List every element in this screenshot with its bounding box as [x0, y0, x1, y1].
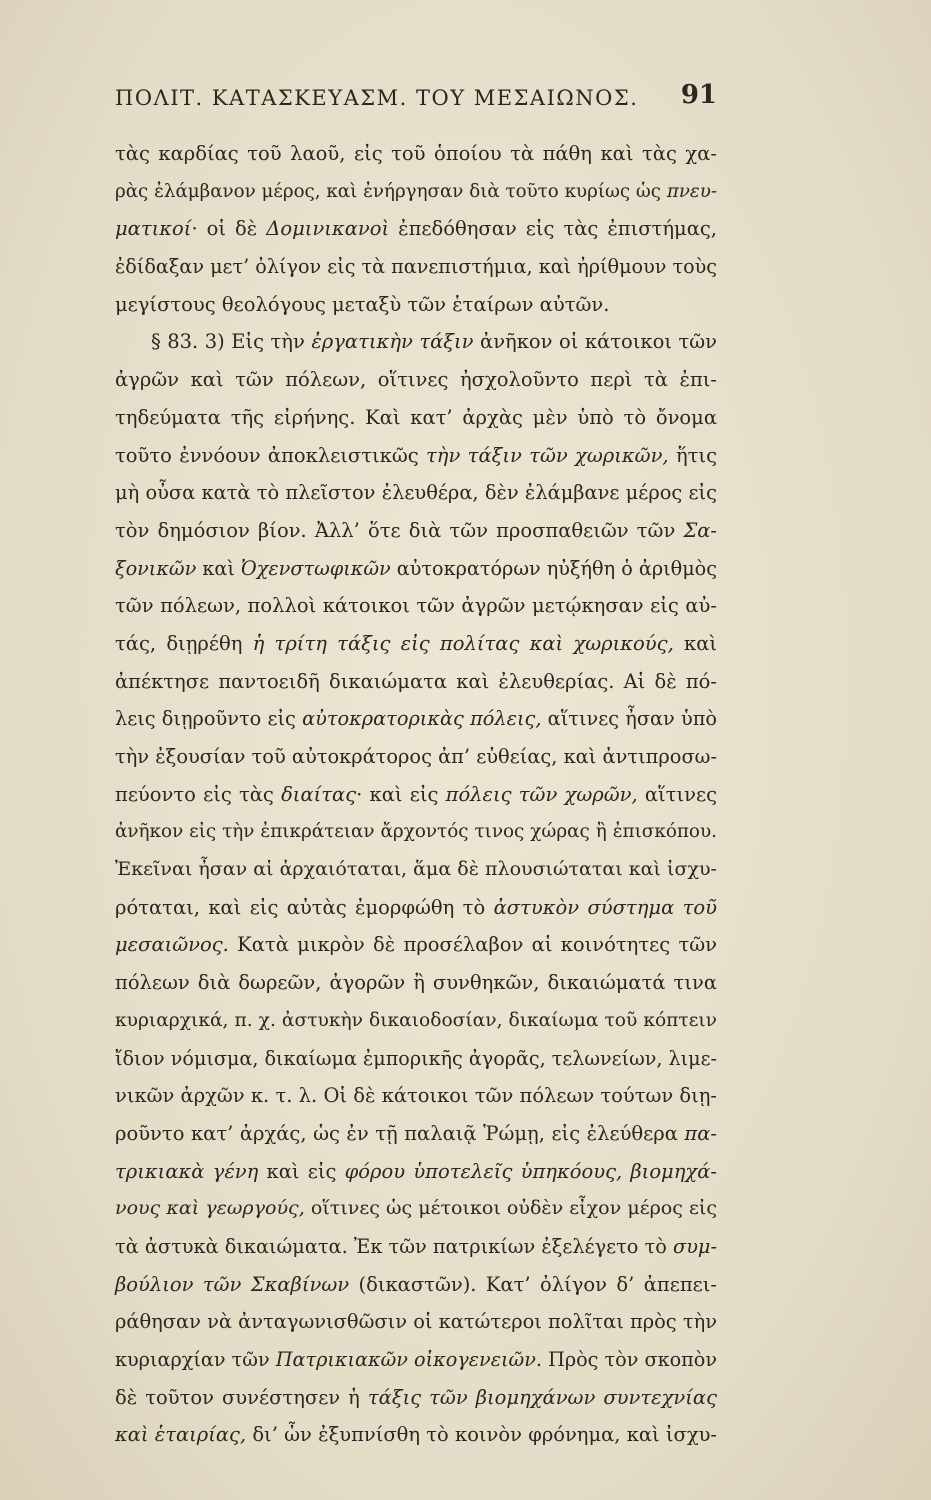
text-line: [115, 173, 717, 211]
text-line: [115, 776, 717, 814]
text-segment: καὶ: [196, 556, 241, 580]
running-head: ΠΟΛΙΤ. ΚΑΤΑΣΚΕΥΑΣΜ. ΤΟΥ ΜΕΣΑΙΩΝΟΣ.: [115, 86, 639, 110]
text-segment: αἵτινες: [637, 782, 717, 806]
text-body: [115, 135, 717, 1454]
italic-segment: αὐτοκρατορικὰς πόλεις,: [302, 707, 542, 731]
italic-segment: τάξις τῶν βιομηχάνων συντεχνίας: [367, 1385, 717, 1409]
italic-segment: διαίτας: [281, 782, 357, 806]
text-segment: τὰ ἀστυκὰ δικαιώματα. Ἐκ τῶν πατρικίων ἐξελέγετο τὸ: [115, 1234, 674, 1258]
text-segment: (δικαστῶν). Κατ’ ὀλίγον δ’ ἀπεπει-: [349, 1272, 717, 1296]
text-line: [115, 587, 717, 625]
text-line: [115, 851, 717, 889]
text-segment: τῶν πόλεων, πολλοὶ κάτοικοι τῶν ἀγρῶν μετῴκησαν εἰς αὐ-: [115, 594, 717, 618]
text-segment: ἀνῆκον εἰς τὴν ἐπικράτειαν ἄρχοντός τινος χώρας ἢ ἐπισκόπου.: [115, 821, 717, 843]
text-segment: ρόταται, καὶ εἰς αὐτὰς ἐμορφώθη τὸ: [115, 895, 494, 919]
text-segment: μεγίστους θεολόγους μεταξὺ τῶν ἑταίρων αὐτῶν.: [115, 292, 610, 316]
text-line: [115, 210, 717, 248]
text-line: [115, 1266, 717, 1304]
text-segment: αὐτοκρατόρων ηὐξήθη ὁ ἀριθμὸς: [390, 556, 717, 580]
text-segment: τὰς καρδίας τοῦ λαοῦ, εἰς τοῦ ὁποίου τὰ πάθη καὶ τὰς χα-: [115, 142, 717, 165]
italic-segment: πνευ-: [666, 180, 717, 202]
text-line: [115, 1228, 717, 1266]
italic-segment: ματικοί: [115, 217, 192, 241]
text-line: [115, 512, 717, 550]
text-line: [115, 248, 717, 286]
italic-segment: Πατρικιακῶν οἰκογενειῶν.: [275, 1348, 542, 1371]
text-segment: ἀνῆκον οἱ κάτοικοι τῶν: [473, 330, 718, 354]
text-segment: ράθησαν νὰ ἀνταγωνισθῶσιν οἱ κατώτεροι πολῖται πρὸς τὴν: [115, 1310, 717, 1334]
text-segment: τάς, διῃρέθη: [115, 631, 253, 655]
text-segment: τηδεύματα τῆς εἰρήνης. Καὶ κατ’ ἀρχὰς μὲν ὑπὸ τὸ ὄνομα: [115, 405, 717, 429]
text-line: [115, 663, 717, 701]
text-line: [115, 889, 717, 927]
text-segment: καὶ εἰς: [258, 1159, 345, 1183]
page-number: 91: [680, 80, 717, 110]
text-line: [115, 813, 717, 851]
text-segment: Ἐκεῖναι ἦσαν αἱ ἀρχαιόταται, ἅμα δὲ πλουσιώταται καὶ ἰσχυ-: [115, 858, 717, 881]
text-segment: · καὶ εἰς: [356, 782, 446, 806]
text-segment: τὸν δημόσιον βίον. Ἀλλ’ ὅτε διὰ τῶν προσπαθειῶν τῶν: [115, 518, 684, 542]
text-segment: ἐπεδόθησαν εἰς τὰς ἐπιστήμας,: [389, 217, 717, 241]
text-line: [115, 1115, 717, 1153]
text-segment: Πρὸς τὸν σκοπὸν: [541, 1348, 718, 1371]
italic-segment: φόρου ὑποτελεῖς ὑπηκόους, βιομηχά-: [344, 1159, 717, 1183]
text-line: [115, 399, 717, 437]
text-line: [115, 323, 717, 361]
text-segment: τοῦτο ἐννόουν ἀποκλειστικῶς: [115, 443, 427, 467]
text-line: [115, 135, 717, 173]
italic-segment: ἐργατικὴν τάξιν: [311, 330, 474, 354]
text-segment: νικῶν ἀρχῶν κ. τ. λ. Οἱ δὲ κάτοικοι τῶν πόλεων τούτων διῃ-: [115, 1084, 717, 1108]
text-segment: δὲ τοῦτον συνέστησεν ἡ: [115, 1385, 368, 1409]
text-segment: ρὰς ἐλάμβανον μέρος, καὶ ἐνήργησαν διὰ τοῦτο κυρίως ὡς: [115, 180, 667, 202]
italic-segment: τὴν τάξιν τῶν χωρικῶν,: [426, 443, 669, 467]
italic-segment: καὶ ἑταιρίας,: [115, 1423, 247, 1447]
text-line: [115, 1416, 717, 1454]
italic-segment: ἀστυκὸν σύστημα τοῦ: [493, 895, 717, 919]
text-line: [115, 286, 717, 324]
text-segment: Κατὰ μικρὸν δὲ προσέλαβον αἱ κοινότητες τῶν: [228, 933, 717, 957]
text-line: [115, 1040, 717, 1078]
text-segment: δι’ ὧν ἐξυπνίσθη τὸ κοινὸν φρόνημα, καὶ ἰσχυ-: [246, 1423, 718, 1447]
italic-segment: ξονικῶν: [115, 556, 197, 580]
text-line: [115, 1341, 717, 1379]
text-segment: ἥτις: [668, 443, 717, 467]
text-line: [115, 625, 717, 663]
text-segment: κυριαρχίαν τῶν: [115, 1348, 276, 1371]
text-line: [115, 738, 717, 776]
text-segment: καὶ: [673, 631, 718, 655]
text-line: [115, 1002, 717, 1040]
text-line: [115, 1153, 717, 1191]
italic-segment: ἡ τρίτη τάξις εἰς πολίτας καὶ χωρικούς,: [252, 631, 674, 655]
text-line: [115, 1077, 717, 1115]
text-segment: οἵτινες ὡς μέτοικοι οὐδὲν εἶχον μέρος εἰς: [304, 1197, 717, 1220]
italic-segment: μεσαιῶνος.: [115, 933, 229, 957]
text-line: [115, 550, 717, 588]
italic-segment: Δομινικανοὶ: [266, 217, 390, 241]
text-segment: ἐδίδαξαν μετ’ ὀλίγον εἰς τὰ πανεπιστήμια, καὶ ἠρίθμουν τοὺς: [115, 255, 718, 279]
text-line: [115, 964, 717, 1002]
text-segment: αἵτινες ἦσαν ὑπὸ: [541, 707, 717, 731]
text-segment: πόλεων διὰ δωρεῶν, ἀγορῶν ἢ συνθηκῶν, δικαιώματά τινα: [115, 971, 717, 995]
italic-segment: Σα-: [683, 518, 717, 542]
text-segment: πεύοντο εἰς τὰς: [115, 782, 282, 806]
text-line: [115, 700, 717, 738]
text-line: [115, 926, 717, 964]
italic-segment: νους καὶ γεωργούς,: [115, 1197, 305, 1220]
text-segment: λεις διῃροῦντο εἰς: [115, 707, 303, 731]
text-segment: § 83. 3) Εἰς τὴν: [151, 330, 312, 354]
text-line: [115, 361, 717, 399]
text-line: [115, 474, 717, 512]
text-line: [115, 1190, 717, 1228]
page-header: [115, 80, 717, 120]
italic-segment: πόλεις τῶν χωρῶν,: [445, 782, 638, 806]
text-segment: ἀγρῶν καὶ τῶν πόλεων, οἵτινες ἠσχολοῦντο περὶ τὰ ἐπι-: [115, 368, 717, 392]
text-segment: · οἱ δὲ: [191, 217, 267, 241]
italic-segment: βούλιον τῶν Σκαβίνων: [115, 1272, 350, 1296]
text-line: [115, 1379, 717, 1417]
text-segment: τὴν ἐξουσίαν τοῦ αὐτοκράτορος ἀπ’ εὐθείας, καὶ ἀντιπροσω-: [115, 745, 717, 768]
italic-segment: Ὀχενστωφικῶν: [241, 556, 391, 580]
italic-segment: πα-: [684, 1121, 717, 1145]
text-segment: ροῦντο κατ’ ἀρχάς, ὡς ἐν τῇ παλαιᾷ Ῥώμῃ, εἰς ἐλεύθερα: [115, 1121, 685, 1145]
text-segment: ἴδιον νόμισμα, δικαίωμα ἐμπορικῆς ἀγορᾶς, τελωνείων, λιμε-: [115, 1046, 717, 1070]
text-segment: μὴ οὖσα κατὰ τὸ πλεῖστον ἐλευθέρα, δὲν ἐλάμβανε μέρος εἰς: [115, 481, 717, 505]
text-line: [115, 437, 717, 475]
italic-segment: συμ-: [673, 1234, 717, 1258]
italic-segment: τρικιακὰ γένη: [115, 1159, 259, 1183]
text-segment: ἀπέκτησε παντοειδῆ δικαιώματα καὶ ἐλευθερίας. Αἱ δὲ πό-: [115, 669, 717, 693]
text-line: [115, 1303, 717, 1341]
text-segment: κυριαρχικά, π. χ. ἀστυκὴν δικαιοδοσίαν, δικαίωμα τοῦ κόπτειν: [115, 1009, 717, 1031]
